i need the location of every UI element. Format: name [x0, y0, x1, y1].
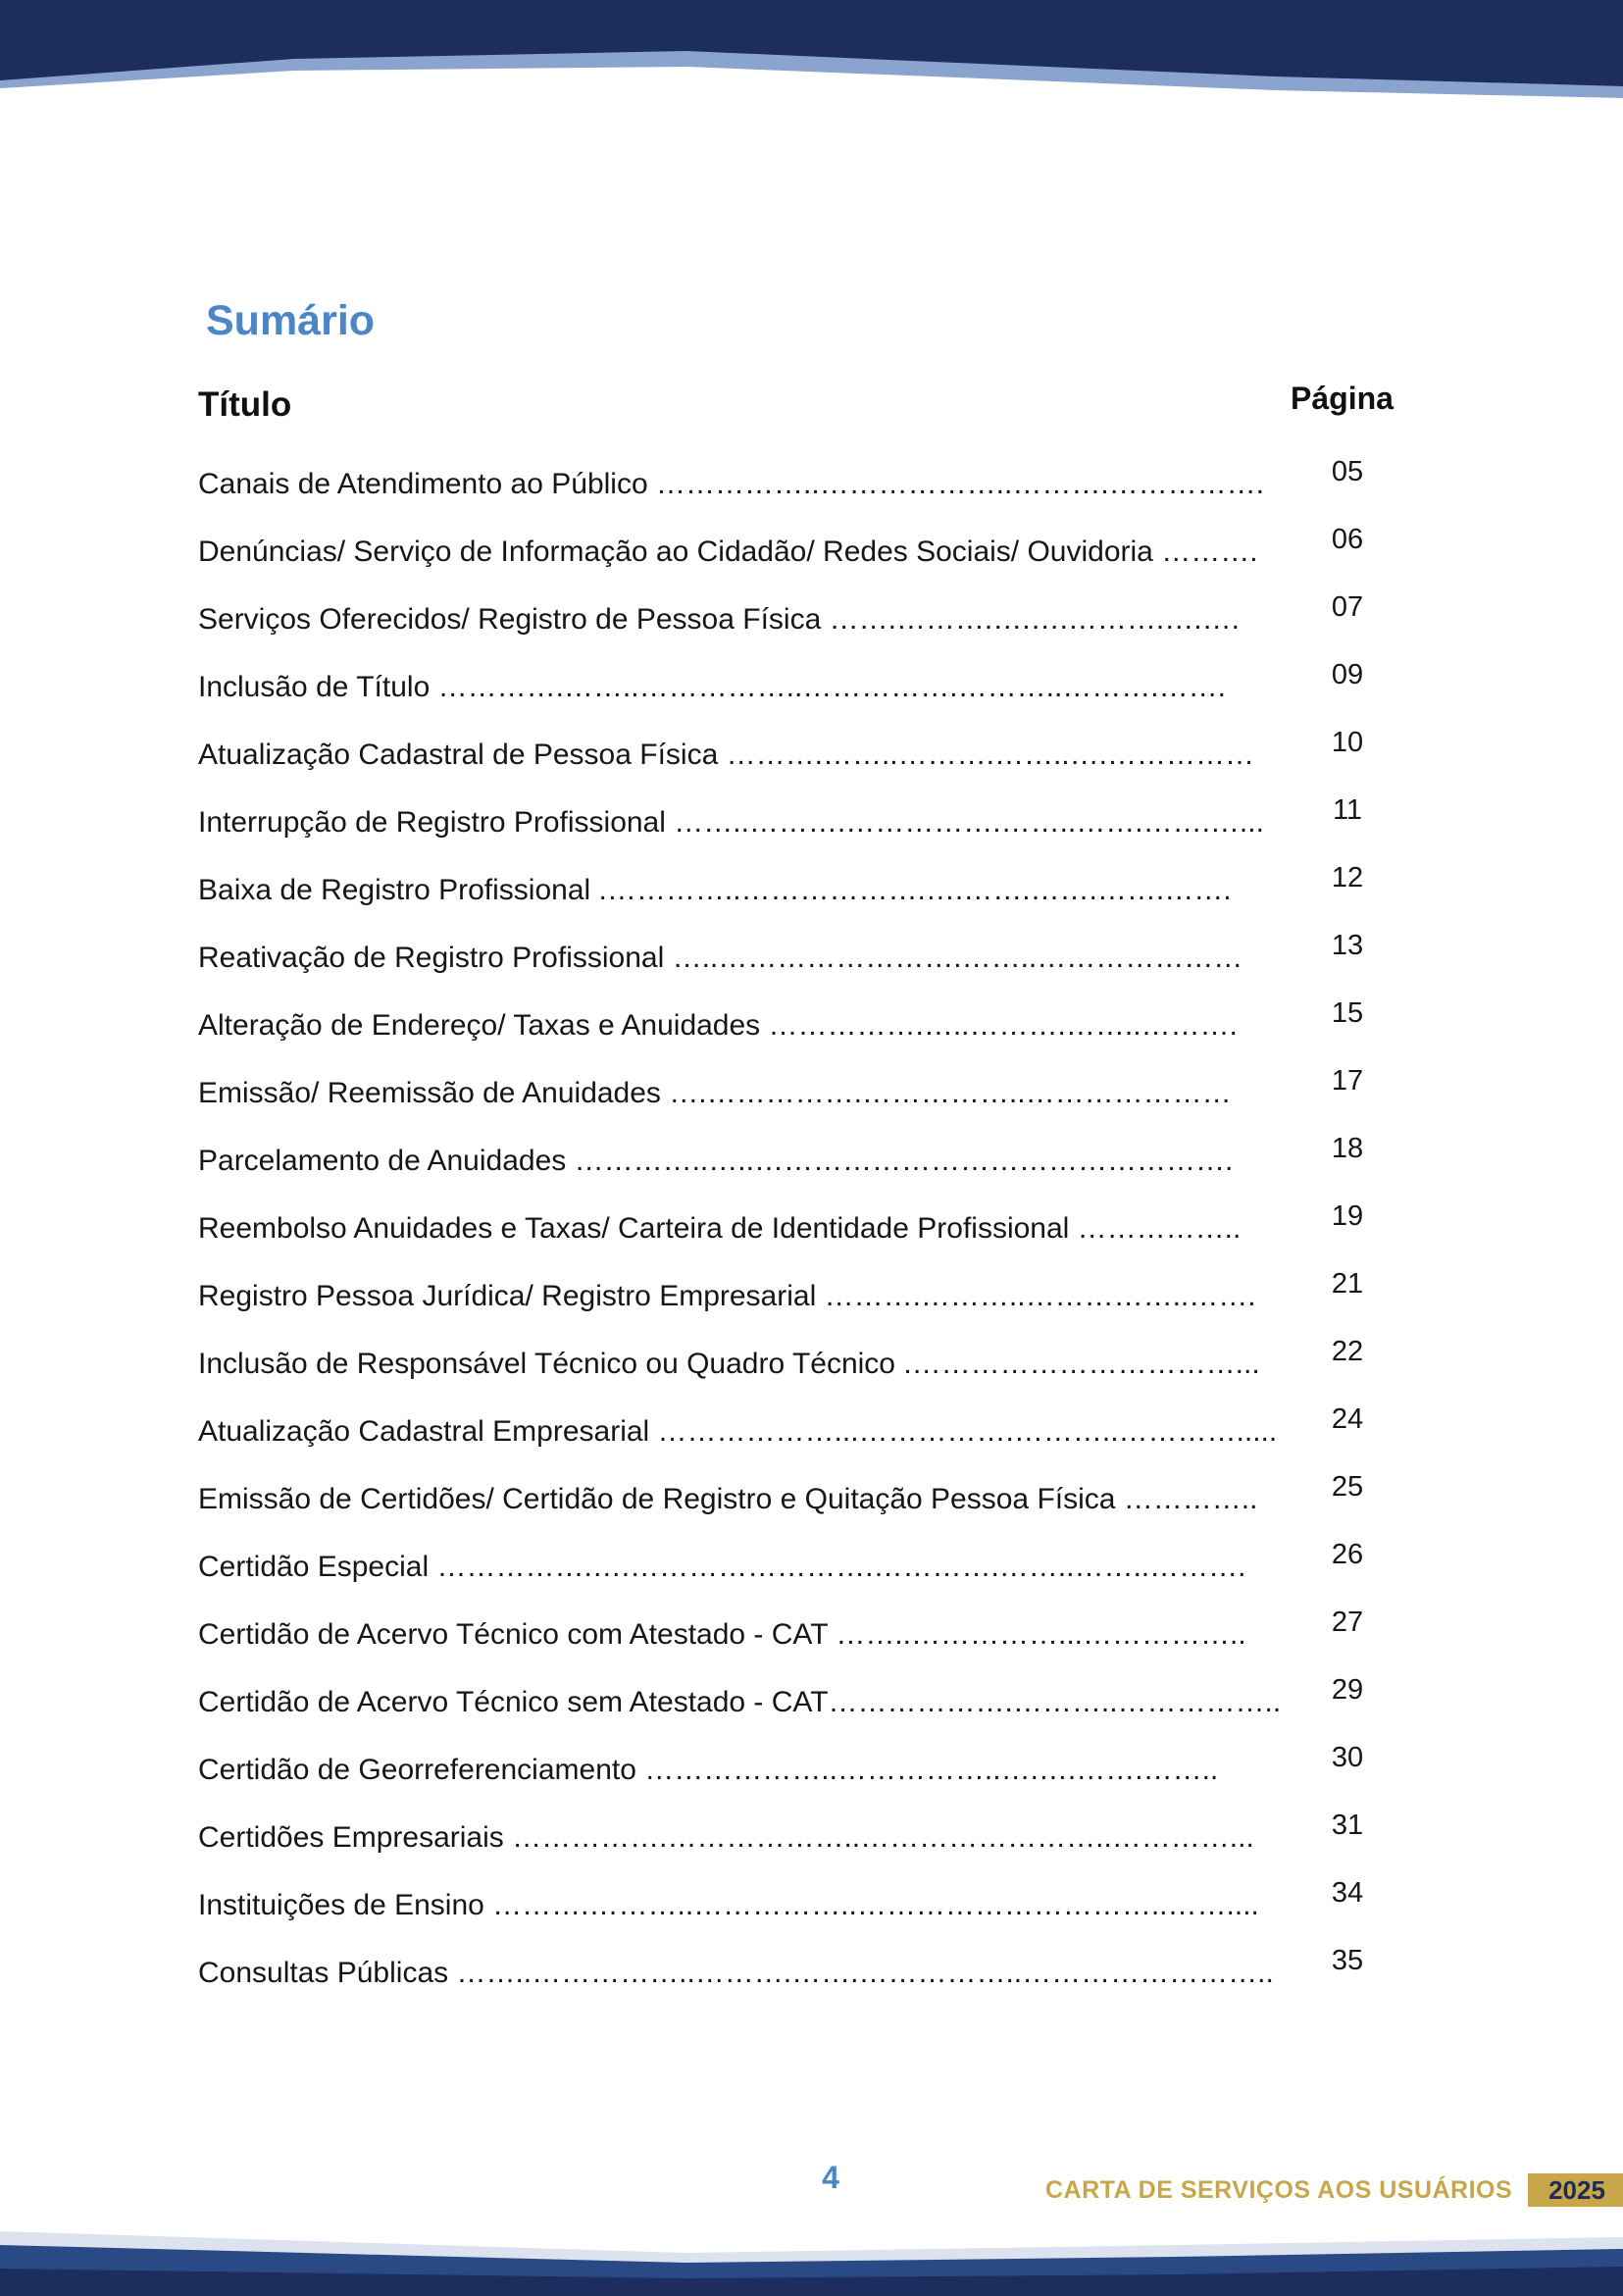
toc-entry-page: 13: [1331, 930, 1364, 961]
toc-entry-title: Certidão de Acervo Técnico sem Atestado - CAT……………….………..……………..: [198, 1686, 1282, 1718]
toc-entry-page: 09: [1331, 659, 1364, 690]
toc-entry[interactable]: [0, 727, 1623, 776]
toc-entry-title: Alteração de Endereço/ Taxas e Anuidades …………….…..……….……..……….: [198, 1009, 1238, 1042]
toc-entry-page: 19: [1331, 1200, 1364, 1232]
toc-entry[interactable]: [0, 1471, 1623, 1520]
toc-entry[interactable]: [0, 591, 1623, 640]
toc-entry-page: 35: [1331, 1945, 1364, 1976]
toc-entry[interactable]: [0, 1674, 1623, 1723]
toc-entry-title: Certidões Empresariais …………….………………..……………………..…………...: [198, 1821, 1254, 1854]
toc-entry-title: Parcelamento de Anuidades …………..…..………………………………………….: [198, 1145, 1234, 1177]
toc-entry-page: 26: [1331, 1539, 1364, 1570]
toc-entry-page: 10: [1331, 727, 1364, 758]
toc-entry-title: Reativação de Registro Profissional …..…………………….……..…………………: [198, 942, 1243, 974]
toc-entry-page: 34: [1331, 1877, 1364, 1909]
header-banner: [0, 0, 1623, 118]
toc-entry-page: 15: [1331, 997, 1364, 1029]
toc-entry[interactable]: [0, 1810, 1623, 1859]
toc-entry-title: Instituições de Ensino ……….………..……………..…………………………..……....: [198, 1889, 1259, 1921]
toc-entry[interactable]: [0, 1539, 1623, 1588]
toc-entry[interactable]: [0, 1607, 1623, 1656]
toc-entry-page: 27: [1331, 1607, 1364, 1638]
page-heading: Sumário: [206, 297, 376, 344]
toc-entry[interactable]: [0, 1877, 1623, 1926]
toc-entry-title: Baixa de Registro Profissional .…………..……………….….…….…….…….…….: [198, 874, 1232, 906]
toc-entry-page: 22: [1331, 1336, 1364, 1367]
toc-entry-page: 06: [1331, 524, 1364, 555]
toc-entry-page: 25: [1331, 1471, 1364, 1503]
toc-entry[interactable]: [0, 862, 1623, 911]
toc-entry-title: Inclusão de Responsável Técnico ou Quadro Técnico .……………………………...: [198, 1348, 1260, 1380]
toc-entry[interactable]: [0, 659, 1623, 708]
toc-entry[interactable]: [0, 1403, 1623, 1453]
toc-entry-title: Atualização Cadastral Empresarial ………………...…………….………..………….....: [198, 1415, 1278, 1448]
toc-entry-title: Interrupção de Registro Profissional ……..……….…………….……..…….…….…...: [198, 806, 1264, 839]
toc-entry-page: 11: [1332, 794, 1363, 826]
toc-entry[interactable]: [0, 1200, 1623, 1250]
toc-entry-page: 07: [1331, 591, 1364, 623]
toc-entry-title: Consultas Públicas ……..……………..……….…….……………..……………………..: [198, 1957, 1274, 1989]
page-number: 4: [822, 2160, 839, 2195]
toc-entry[interactable]: [0, 456, 1623, 505]
toc-entry-page: 24: [1331, 1403, 1364, 1435]
toc-entry[interactable]: [0, 930, 1623, 979]
toc-entry-page: 05: [1331, 456, 1364, 487]
toc-entry[interactable]: [0, 1336, 1623, 1385]
page-column-header: Página: [1291, 381, 1394, 416]
toc-entry[interactable]: [0, 1945, 1623, 1994]
toc-entry[interactable]: [0, 1133, 1623, 1182]
title-column-header: Título: [198, 385, 292, 424]
toc-entry-title: Certidão Especial …………….….…………………….………….……..……..……….: [198, 1551, 1246, 1583]
toc-entry-page: 30: [1331, 1742, 1364, 1773]
footer-banner: [0, 2218, 1623, 2296]
toc-entry-title: Denúncias/ Serviço de Informação ao Cidadão/ Redes Sociais/ Ouvidoria ……….: [198, 536, 1258, 568]
toc-entry-title: Certidão de Georreferenciamento ………………..……………..….….…….……..: [198, 1754, 1219, 1786]
publication-year-badge: 2025: [1528, 2173, 1623, 2207]
toc-entry[interactable]: [0, 997, 1623, 1046]
toc-entry-title: Registro Pessoa Jurídica/ Registro Empresarial ……….………..……………..…….: [198, 1280, 1256, 1312]
toc-entry-page: 18: [1331, 1133, 1364, 1164]
toc-entry[interactable]: [0, 524, 1623, 573]
toc-entry[interactable]: [0, 1742, 1623, 1791]
toc-entry-page: 21: [1331, 1268, 1364, 1300]
toc-entry-page: 12: [1331, 862, 1364, 893]
toc-entry[interactable]: [0, 1065, 1623, 1114]
toc-entry-title: Reembolso Anuidades e Taxas/ Carteira de Identidade Profissional ……………..: [198, 1212, 1242, 1245]
toc-entry-title: Serviços Oferecidos/ Registro de Pessoa Física …….……….….….……….….….: [198, 603, 1240, 636]
toc-entry-title: Inclusão de Título ………….……..……………..…………….………..……….…….: [198, 671, 1226, 703]
toc-entry[interactable]: [0, 1268, 1623, 1317]
toc-entry-title: Emissão/ Reemissão de Anuidades ….…………….……………..…………………: [198, 1077, 1232, 1109]
publication-title: CARTA DE SERVIÇOS AOS USUÁRIOS: [1045, 2176, 1513, 2204]
toc-entry-page: 17: [1331, 1065, 1364, 1097]
toc-entry-page: 29: [1331, 1674, 1364, 1706]
toc-entry-title: Emissão de Certidões/ Certidão de Registro e Quitação Pessoa Física …………..: [198, 1483, 1258, 1515]
toc-entry-page: 31: [1331, 1810, 1364, 1841]
toc-entry-title: Canais de Atendimento ao Público ……………..………………..……….…………….: [198, 468, 1264, 500]
toc-entry-title: Atualização Cadastral de Pessoa Física ……….……..……….……..….……………: [198, 739, 1254, 771]
toc-entry[interactable]: [0, 794, 1623, 843]
toc-entry-title: Certidão de Acervo Técnico com Atestado - CAT ……..……………...……………..: [198, 1618, 1246, 1651]
